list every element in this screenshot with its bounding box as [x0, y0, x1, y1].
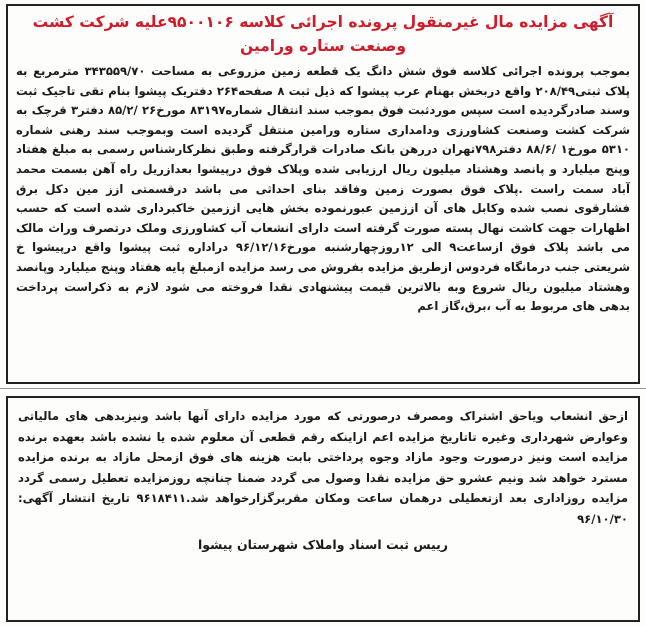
section-divider	[0, 388, 646, 389]
notice-paragraph-bottom: ازحق انشعاب ویاحق اشتراک ومصرف درصورتی که مورد مزایده دارای آنها باشد ونیزبدهی های مالیاتی وعوارض شهرداری وغیره تاتاریخ مزایده اعم ازاینکه رقم قطعی آن معلوم شده یا نشده باشد بعهده برنده مزایده است ونیز درصورت وجود مازاد وجوه پرداختی بابت هزینه های فوق ازمحل مازاد به برنده مزایده مسترد خواهد شد ونیم عشرو حق مزایده نقدا وصول می گردد ضمنا چنانچه روزمزایده تعطیل رسمی گردد مزایده روزاداری بعد ازتعطیلی درهمان ساعت ومکان مقربرگزارخواهد شد.۹۶۱۸۴۱۱ تاریخ انتشار آگهی: ۹۶/۱۰/۳۰	[18, 409, 628, 526]
notice-paragraph-top: بموجب پرونده اجرائی کلاسه فوق شش دانگ یک قطعه زمین مزروعی به مساحت ۳۴۳۵۵۹/۷۰ مترمربع به پلاک ثبتی۲۰۸/۴۹ واقع دربخش بهنام عرب پیشوا که ذیل ثبت ۸ صفحه۲۶۴ دفتریک پیشوا بنام تقی تاجیک ثبت وسند صادرگردیده است سپس موردثبت فوق بموجب سند انتقال شماره۸۳۱۹۷ مورخ۲۶ /۸۵/۲ دفتر۳ قرچک به شرکت کشت وصنعت کشاورزی ودامداری ستاره ورامین منتقل گردیده است وبموجب سند رهنی شماره ۵۳۱۰ مورخ۱ /۸۸/۶ دفتر۷۹۸تهران دررهن بانک صادرات قرارگرفته وطبق نظرکارشناس رسمی به مبلغ هفتاد وپنج میلیارد و پانصد وهشتاد میلیون ریال ارزیابی شده وپلاک فوق درپیشوا بعدازریل راه آهن بسمت محمد آباد سمت راست .پلاک فوق بصورت زمین وفاقد بنای احداثی می باشد درقسمتی ازز مین دکل برق فشارقوی نصب شده وکابل های آن اززمین عبورنموده بخش هایی اززمین خاکبرداری شده است که حسب اظهارات جهت کاشت نهال پسته صورت گرفته است دارای انشعاب آب کشاورزی وملک درتصرف وراث مالک می باشد پلاک فوق ازساعت۹ الی ۱۲روزچهارشنبه مورخ۹۶/۱۲/۱۶ دراداره ثبت پیشوا واقع درپیشوا خ شریعتی جنب درمانگاه فردوس ازطریق مزایده بفروش می رسد مزایده ازمبلغ پایه هفتاد وپنج میلیارد وپانصد وهشتاد میلیون ریال شروع وبه بالاترین قیمت پیشنهادی نقدا فروخته می شود لازم به ذکراست پرداخت بدهی های مربوط به آب ،برق،گاز اعم	[16, 64, 631, 314]
notice-bottom-section	[6, 396, 640, 622]
notice-title: آگهی مزایده مال غیرمنقول پرونده اجرائی کلاسه ۹۵۰۰۱۰۶علیه شرکت کشت وصنعت ستاره ورامین	[32, 13, 614, 55]
notice-signature: رییس ثبت اسناد واملاک شهرستان پیشوا	[197, 537, 449, 552]
notice-top-section	[6, 4, 640, 384]
